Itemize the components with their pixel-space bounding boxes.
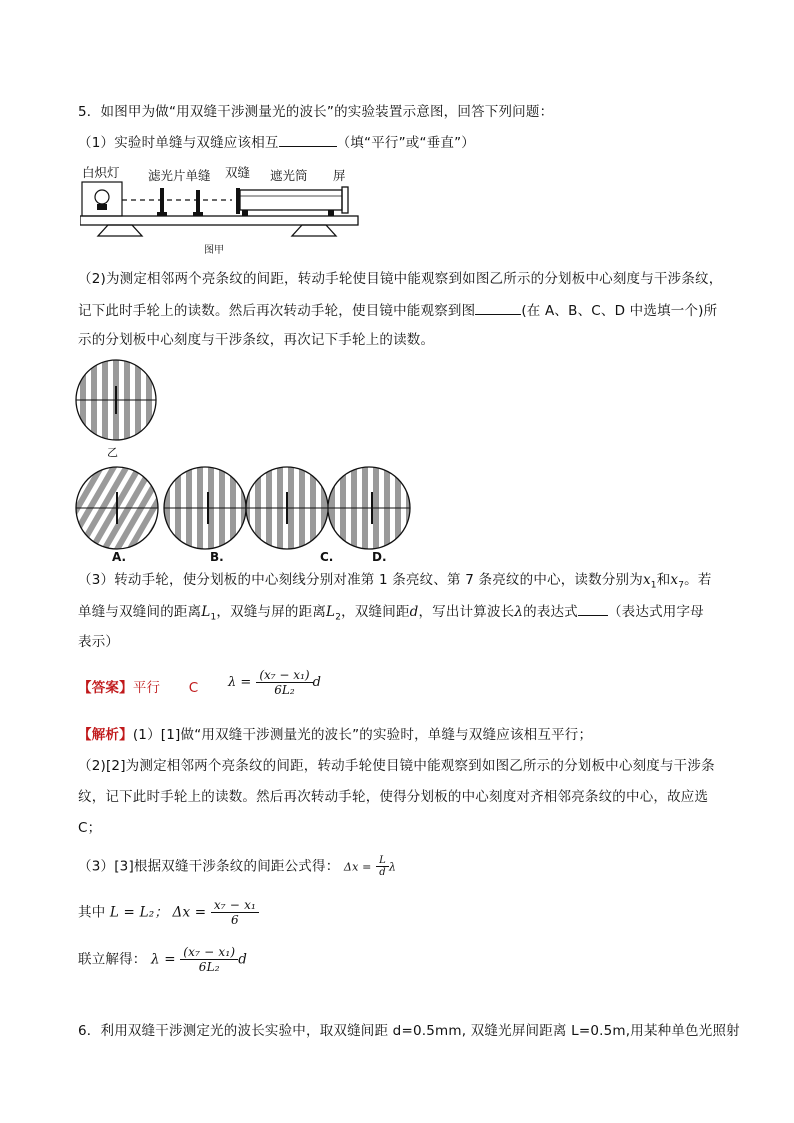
option-d-label: D. xyxy=(372,550,387,564)
where-fraction xyxy=(211,898,259,927)
filter-holder xyxy=(157,188,167,216)
var-x1: x xyxy=(642,572,651,588)
answer-blank-2[interactable] xyxy=(475,301,521,315)
figure-jia-caption: 图甲 xyxy=(204,245,224,256)
text-ruo: 。若 xyxy=(684,572,712,588)
label-tube: 遮光筒 xyxy=(270,168,308,183)
q5-part2-line3: 示的分划板中心刻度与干涉条纹，再次记下手轮上的读数。 xyxy=(78,332,435,348)
analysis-2-line1: （2)[2]为测定相邻两个亮条纹的间距，转动手轮使目镜中能观察到如图乙所示的分划板中心刻度与干涉条 xyxy=(78,758,715,774)
dx-fraction xyxy=(376,855,389,878)
figure-yi xyxy=(74,358,158,460)
var-L1: L xyxy=(201,604,211,620)
var-x7: x xyxy=(670,572,679,588)
analysis-2-line2: 纹，记下此时手轮上的读数。然后再次转动手轮，使得分划板的中心刻度对齐相邻亮条纹的中心，故应选 xyxy=(78,789,709,805)
option-b-view xyxy=(162,464,250,552)
answer-2: C xyxy=(188,680,199,696)
light-tube xyxy=(240,187,348,216)
q5-part2-line1: （2)为测定相邻两个亮条纹的间距，转动手轮使目镜中能观察到如图乙所示的分划板中心刻度与干涉条纹， xyxy=(78,271,723,287)
options-figure xyxy=(74,464,414,564)
where-num: x₇ − x₁ xyxy=(211,898,259,913)
sub-L1: 1 xyxy=(210,612,217,623)
answer-blank-3[interactable] xyxy=(578,602,608,616)
option-b-label: B. xyxy=(210,550,224,564)
text-c: ，双缝间距 xyxy=(341,604,410,620)
sub-L2: 2 xyxy=(335,612,342,623)
var-lambda: λ xyxy=(514,604,524,620)
answer-1: 平行 xyxy=(132,680,161,696)
q5-part2-text: 记下此时手轮上的读数。然后再次转动手轮，使目镜中能观察到图 xyxy=(78,303,476,319)
q5-part1 xyxy=(78,133,475,152)
where-den: 6 xyxy=(231,913,239,927)
optical-rail xyxy=(80,216,358,225)
text-a: 单缝与双缝间的距离 xyxy=(78,604,202,620)
analysis-where xyxy=(78,898,259,927)
solve-text: 联立解得： xyxy=(78,951,147,968)
solve-num: (x₇ − x₁) xyxy=(180,945,238,960)
apparatus-diagram xyxy=(80,160,360,258)
answer-blank-1[interactable] xyxy=(279,133,337,147)
solve-fraction xyxy=(180,945,238,974)
answer-tag: 【答案】 xyxy=(78,680,133,696)
lamp-icon xyxy=(82,182,122,216)
q5-part3-line1 xyxy=(78,571,712,595)
where-eq: L = L₂； xyxy=(109,904,169,921)
formula-lambda: λ = xyxy=(228,675,252,690)
question-6-stem: 6．利用双缝干涉测定光的波长实验中，取双缝间距 d=0.5mm, 双缝光屏间距离 L=0.5m,用某种单色光照射 xyxy=(78,1023,740,1039)
dx-num: L xyxy=(376,855,389,867)
solve-d: d xyxy=(238,951,248,968)
q5-part1-text: （1）实验时单缝与双缝应该相互 xyxy=(78,135,279,151)
q5-part2-line2 xyxy=(78,301,717,320)
formula-fraction xyxy=(256,668,312,697)
q5-part1-hint: （填“平行”或“垂直”） xyxy=(336,135,475,151)
figure-yi-label: 乙 xyxy=(107,446,118,459)
q5-part3-line3: 表示） xyxy=(78,634,120,650)
option-d-view xyxy=(326,464,414,552)
q5-part2-hint: (在 A、B、C、D 中选填一个)所 xyxy=(521,303,718,319)
analysis-1-text: (1）[1]做“用双缝干涉测量光的波长”的实验时，单缝与双缝应该相互平行； xyxy=(132,727,593,743)
option-a-label: A. xyxy=(112,550,127,564)
dx-den: d xyxy=(379,867,386,878)
formula-num: (x₇ − x₁) xyxy=(256,668,312,683)
sub-7: 7 xyxy=(678,580,685,591)
text-d: ，写出计算波长 xyxy=(418,604,515,620)
dx-eq: Δx = xyxy=(343,860,372,874)
text-b: ，双缝与屏的距离 xyxy=(216,604,327,620)
option-c-label: C. xyxy=(320,550,334,564)
answer-line xyxy=(78,679,198,697)
label-screen: 屏 xyxy=(333,168,346,183)
answer-formula xyxy=(228,668,321,697)
slit-holder xyxy=(193,190,203,216)
dx-lambda: λ xyxy=(388,860,397,874)
where-text: 其中 xyxy=(78,904,106,921)
solve-den: 6L₂ xyxy=(198,960,220,974)
where-dx: Δx = xyxy=(172,904,207,921)
sub-1: 1 xyxy=(650,580,657,591)
formula-den: 6L₂ xyxy=(274,683,295,697)
analysis-solve xyxy=(78,945,247,974)
formula-d: d xyxy=(312,675,321,690)
analysis-3-text: （3）[3]根据双缝干涉条纹的间距公式得： xyxy=(78,858,340,875)
label-double-slit: 双缝 xyxy=(225,165,251,180)
text-e: 的表达式 xyxy=(523,604,578,620)
option-c-view xyxy=(244,464,332,552)
q5-part3-text: （3）转动手轮，使分划板的中心刻线分别对准第 1 条亮纹、第 7 条亮纹的中心，读数分别为 xyxy=(78,572,643,588)
label-lamp: 白炽灯 xyxy=(82,165,120,180)
q5-part3-line2 xyxy=(78,602,704,627)
text-f: （表达式用字母 xyxy=(607,604,704,620)
analysis-2-line3: C； xyxy=(78,820,102,836)
analysis-1 xyxy=(78,726,592,744)
var-d: d xyxy=(409,604,419,620)
analysis-3 xyxy=(78,855,396,878)
var-L2: L xyxy=(326,604,336,620)
analysis-tag: 【解析】 xyxy=(78,727,133,743)
option-a-view xyxy=(74,464,162,552)
question-5-stem: 5．如图甲为做“用双缝干涉测量光的波长”的实验装置示意图，回答下列问题： xyxy=(78,104,554,120)
solve-lambda: λ = xyxy=(151,951,176,968)
label-filter-slit: 滤光片单缝 xyxy=(148,168,211,183)
text-and: 和 xyxy=(656,572,671,588)
